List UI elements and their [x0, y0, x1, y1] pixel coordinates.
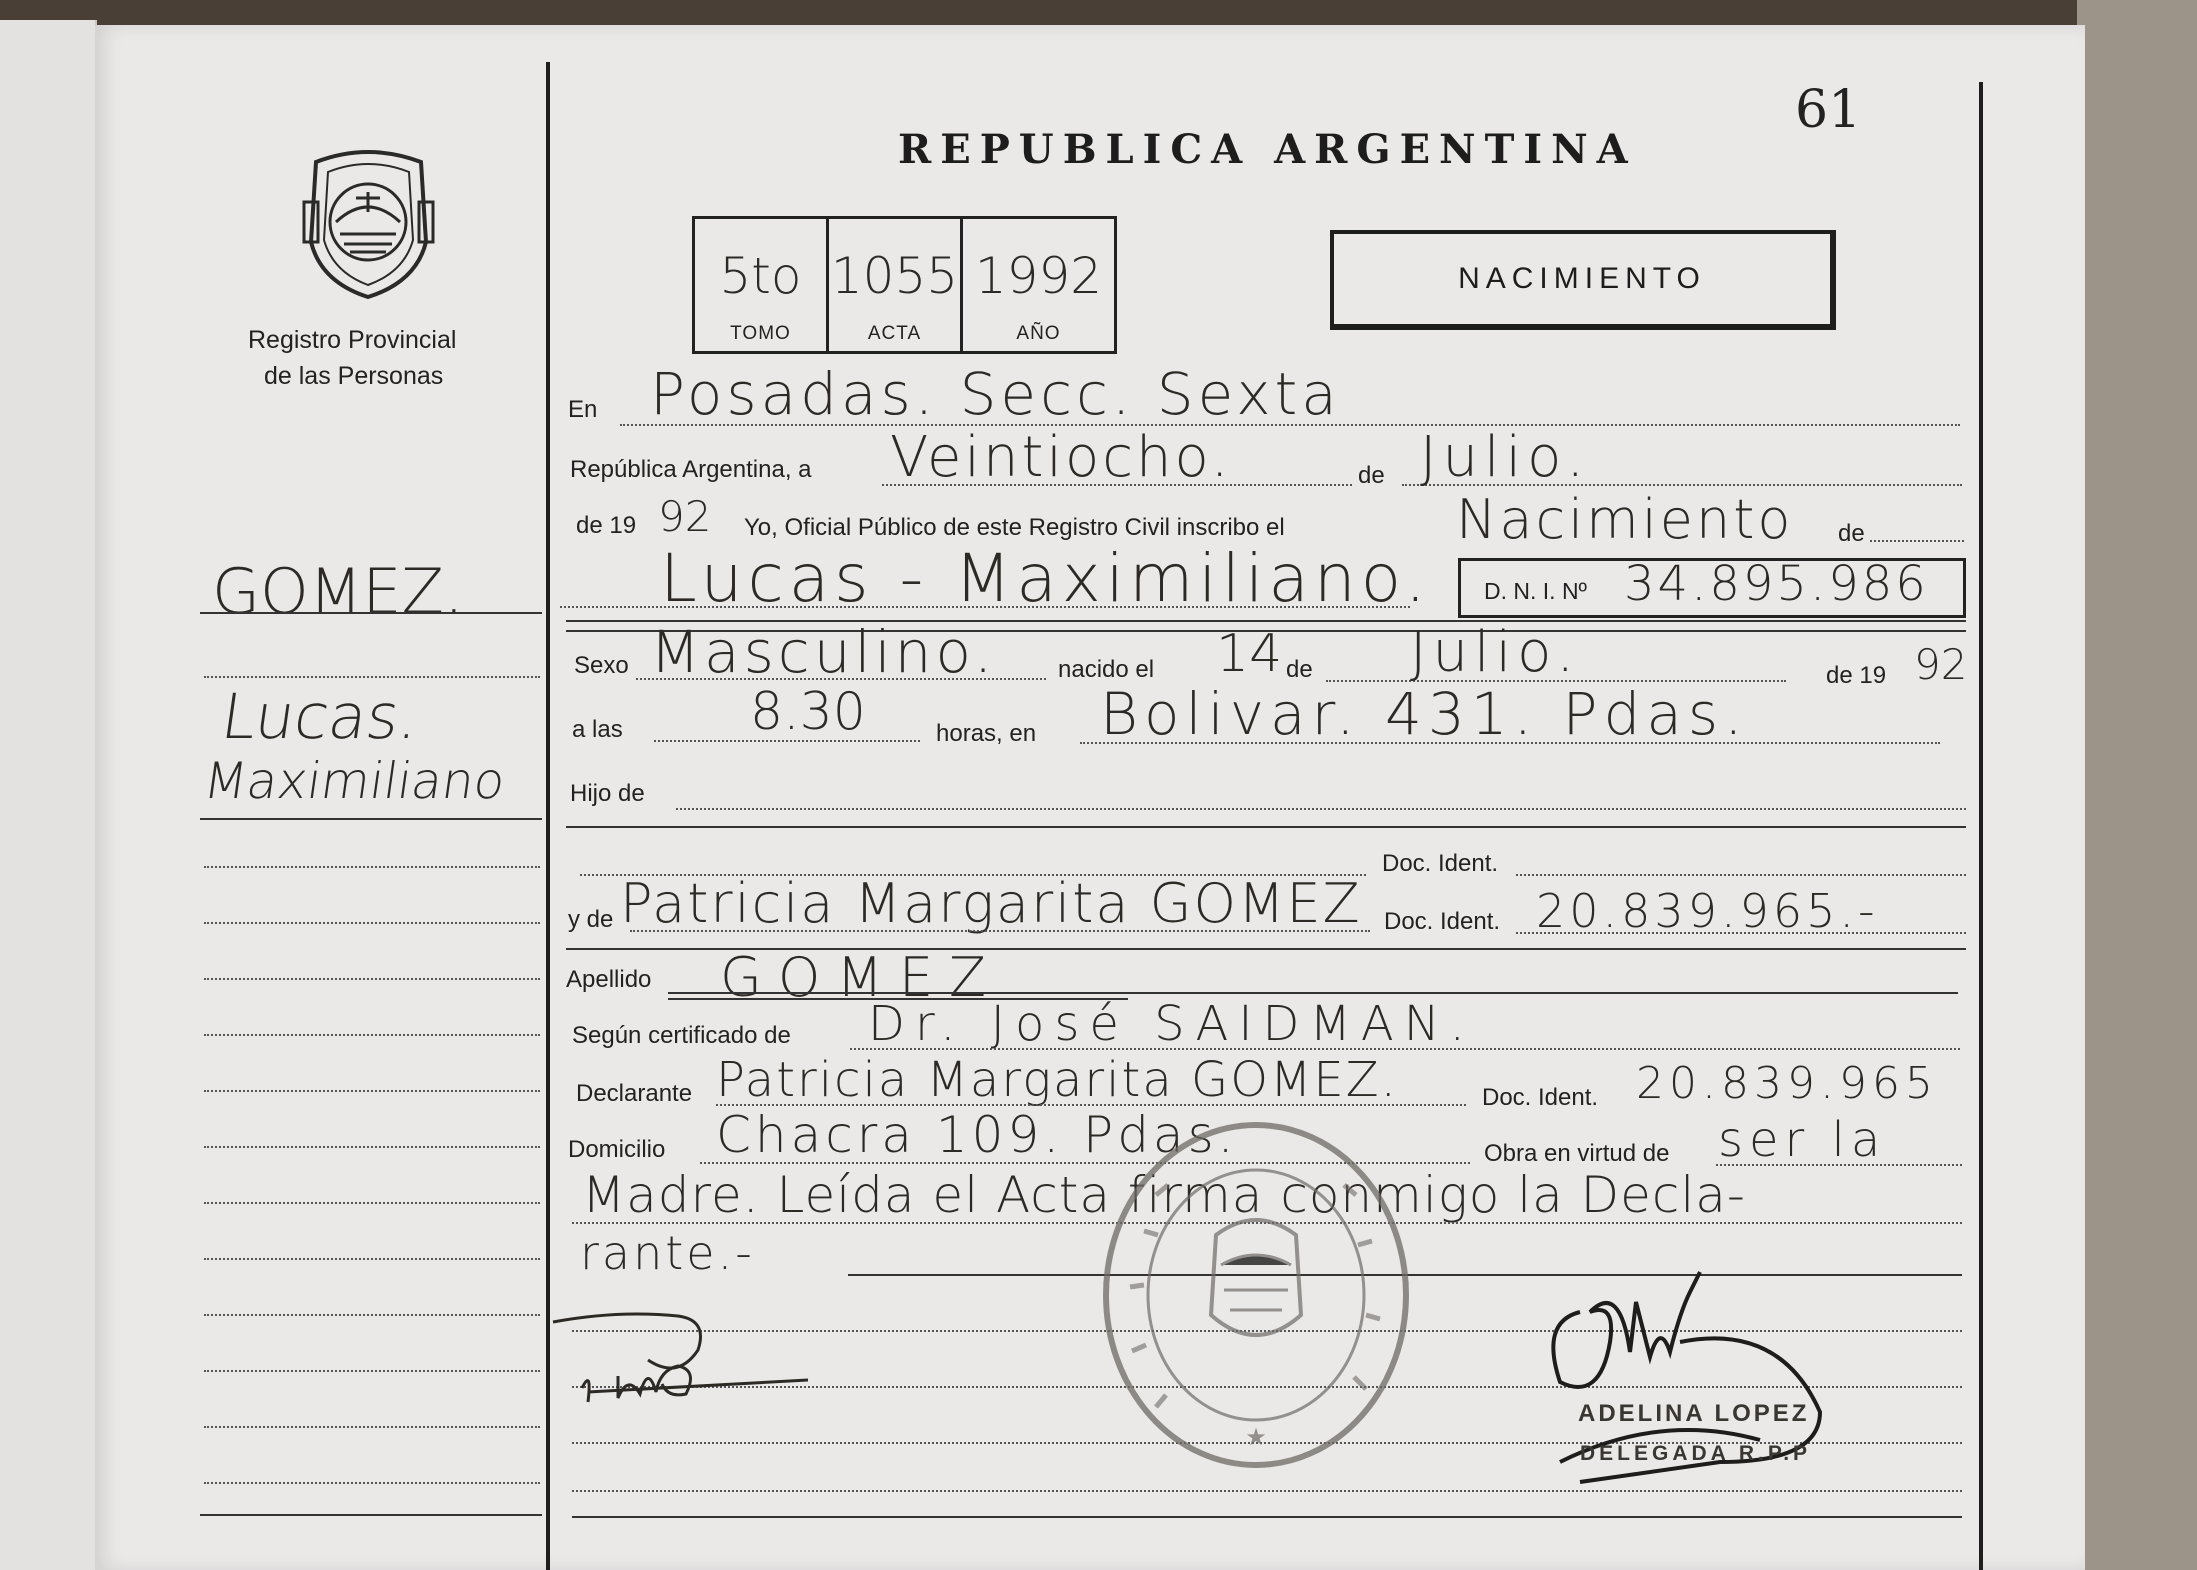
y-de-label: y de [568, 906, 614, 933]
apellido-label: Apellido [566, 966, 652, 993]
margin-dotted-line [204, 866, 540, 868]
obra-line2: Madre. Leída el Acta firma conmigo la Decla- [582, 1166, 1746, 1224]
anio-label: AÑO [1016, 323, 1061, 344]
document-title: REPUBLICA ARGENTINA [898, 126, 1637, 173]
registry-name-line1: Registro Provincial [248, 326, 457, 354]
act-type-value: Nacimiento [1456, 488, 1794, 551]
month-value: Julio. [1420, 425, 1591, 490]
declarante-value: Patricia Margarita GOMEZ. [716, 1052, 1398, 1108]
section-line [566, 826, 1966, 828]
margin-dotted-line [204, 978, 540, 980]
margin-dotted-line [204, 1146, 540, 1148]
margin-dotted-line [204, 1034, 540, 1036]
de-label: de [1358, 462, 1385, 489]
birth-year-label: de 19 [1826, 662, 1887, 689]
mother-doc-label: Doc. Ident. [1384, 908, 1501, 935]
margin-first-name: Lucas. [216, 680, 424, 753]
margin-dotted-line [204, 1482, 540, 1484]
father-line [676, 808, 1966, 810]
birth-month-value: Julio. [1410, 620, 1581, 685]
margin-surname: GOMEZ. [212, 555, 464, 628]
margin-dotted-line [204, 1370, 540, 1372]
record-type-box: NACIMIENTO [1330, 230, 1836, 330]
segun-label: Según certificado de [572, 1022, 791, 1049]
apellido-line [668, 992, 1958, 994]
svg-text:★: ★ [1245, 1424, 1267, 1451]
child-name-line [560, 606, 1410, 608]
margin-dotted-line [204, 922, 540, 924]
margin-dotted-line [204, 1314, 540, 1316]
segun-value: Dr. José SAIDMAN. [868, 996, 1475, 1052]
obra-value: ser la [1718, 1112, 1887, 1168]
previous-page-edge [0, 20, 97, 1570]
republica-label: República Argentina, a [570, 456, 812, 483]
tomo-label: TOMO [730, 323, 791, 344]
anio-value: 1992 [974, 247, 1103, 305]
acta-value: 1055 [830, 247, 959, 305]
mother-line [630, 930, 1370, 932]
obra-label: Obra en virtud de [1484, 1140, 1670, 1167]
en-value: Posadas. Secc. Sexta [650, 360, 1341, 428]
year-prefix-label: de 19 [576, 512, 637, 539]
right-frame-line [1979, 82, 1983, 1570]
mother-doc-value: 20.839.965.- [1536, 884, 1879, 938]
obra-line [1716, 1164, 1962, 1166]
act-line [1870, 540, 1964, 542]
dni-label: D. N. I. Nº [1484, 578, 1587, 604]
segun-line [850, 1048, 1960, 1050]
margin-middle-name: Maximiliano [199, 752, 509, 810]
official-stamp-seal [1096, 1115, 1416, 1475]
act-de-label: de [1838, 520, 1865, 547]
tomo-value: 5to [719, 247, 802, 305]
sexo-value: Masculino. [650, 618, 997, 686]
registry-name-line2: de las Personas [264, 362, 444, 390]
birth-de-label: de [1286, 656, 1313, 683]
mother-doc-line [1516, 932, 1966, 934]
margin-dotted-line [204, 676, 540, 678]
dni-value: 34.895.986 [1624, 556, 1929, 612]
margin-line [200, 818, 542, 820]
day-value: Veintiocho. [890, 425, 1232, 490]
declarante-doc-value: 20.839.965 [1636, 1058, 1938, 1109]
father-doc-line [1516, 874, 1966, 876]
book-cover-edge [2077, 0, 2197, 1570]
margin-dotted-line [204, 1090, 540, 1092]
margin-dotted-line [204, 1202, 540, 1204]
declarante-label: Declarante [576, 1080, 693, 1107]
misiones-emblem-icon [296, 142, 441, 302]
a-las-label: a las [572, 716, 623, 743]
domicilio-label: Domicilio [568, 1136, 666, 1163]
obra-line3: rante.- [580, 1226, 755, 1280]
year-suffix-value: 92 [658, 492, 712, 541]
nacido-label: nacido el [1058, 656, 1155, 683]
declarant-signature [548, 1290, 828, 1410]
father-doc-label: Doc. Ident. [1382, 850, 1499, 877]
en-label: En [568, 396, 598, 423]
child-name-value: Lucas - Maximiliano. [660, 540, 1431, 617]
acta-label: ACTA [867, 323, 922, 344]
birth-place-value: Bolivar. 431. Pdas. [1100, 680, 1749, 748]
domicilio-value: Chacra 109. Pdas. [716, 1106, 1238, 1164]
time-value: 8.30 [750, 682, 866, 742]
margin-line [200, 612, 542, 614]
declarante-doc-label: Doc. Ident. [1482, 1084, 1599, 1111]
registrar-name-stamp: ADELINA LOPEZ [1578, 1400, 1810, 1427]
apellido-value: GOMEZ [720, 946, 1003, 1009]
margin-dotted-line [204, 1258, 540, 1260]
acta-cell [829, 219, 963, 351]
mother-value: Patricia Margarita GOMEZ [620, 872, 1362, 935]
registrar-title-stamp: DELEGADA R.P.P [1580, 1442, 1812, 1465]
birth-year-value: 92 [1914, 640, 1968, 689]
page-number: 61 [1795, 80, 1862, 140]
margin-line [200, 1514, 542, 1516]
tomo-cell [695, 219, 829, 351]
margin-dotted-line [204, 1426, 540, 1428]
hijo-label: Hijo de [570, 780, 645, 807]
horas-label: horas, en [936, 720, 1037, 747]
bottom-line [572, 1516, 1962, 1518]
registrar-text: Yo, Oficial Público de este Registro Civil inscribo el [744, 514, 1285, 541]
anio-cell [963, 219, 1114, 351]
birth-day-value: 14 [1216, 624, 1283, 684]
record-number-box [692, 216, 1117, 354]
sexo-label: Sexo [574, 652, 629, 679]
